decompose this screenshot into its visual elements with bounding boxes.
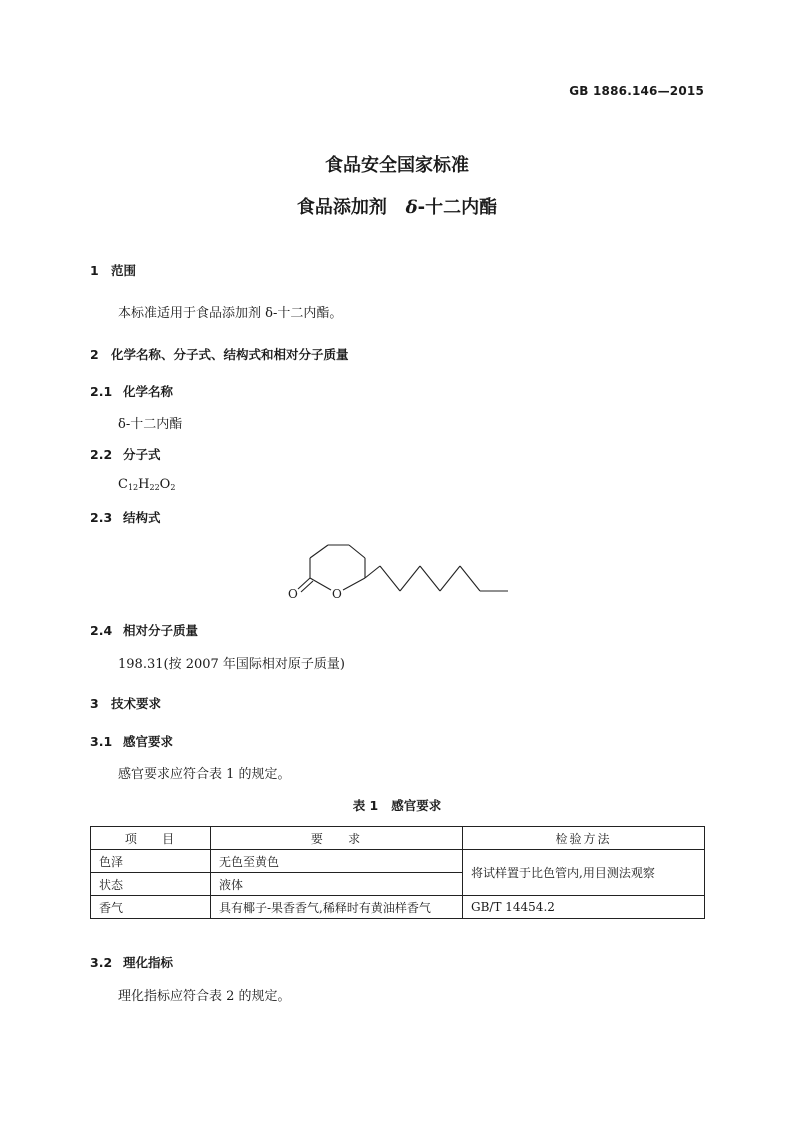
header-method: 检验方法 (463, 827, 705, 850)
molecular-weight: 198.31(按 2007 年国际相对原子质量) (118, 657, 345, 672)
section-2-3-heading (90, 508, 161, 526)
section-title: 分子式 (123, 447, 161, 462)
molecular-formula: $C_{12}H_{22}O_2$ (118, 477, 176, 492)
sensory-requirements-table (90, 826, 705, 919)
cell-requirement: 液体 (211, 873, 463, 896)
structural-formula (280, 536, 520, 606)
cell-requirement: 无色至黄色 (211, 850, 463, 873)
section-number: 2.1 (90, 384, 113, 399)
section-number: 2.3 (90, 510, 113, 525)
section-title: 理化指标 (123, 955, 174, 970)
section-title: 结构式 (123, 510, 161, 525)
ring-oxygen-label: O (332, 587, 342, 601)
section-3-heading (90, 694, 161, 712)
document-subtitle (0, 193, 794, 219)
section-number: 2 (90, 347, 99, 362)
carbonyl-oxygen-label: O (288, 587, 298, 601)
section-3-2-text: 理化指标应符合表 2 的规定。 (118, 989, 291, 1004)
section-number: 2.4 (90, 623, 113, 638)
cell-item: 色泽 (91, 850, 211, 873)
section-title: 范围 (111, 263, 137, 278)
section-number: 3 (90, 696, 99, 711)
section-title: 化学名称、分子式、结构式和相对分子质量 (111, 347, 349, 362)
table-row (91, 850, 705, 873)
section-1-text: 本标准适用于食品添加剂 δ-十二内酯。 (118, 306, 343, 321)
header-item: 项 目 (91, 827, 211, 850)
section-title: 相对分子质量 (123, 623, 199, 638)
table-1-caption: 表 1 感官要求 (352, 798, 442, 813)
section-title: 化学名称 (123, 384, 174, 399)
section-number: 1 (90, 263, 99, 278)
section-number: 3.2 (90, 955, 113, 970)
chemical-name: δ-十二内酯 (118, 417, 183, 432)
section-2-1-heading (90, 382, 173, 400)
header-requirement: 要 求 (211, 827, 463, 850)
section-number: 2.2 (90, 447, 113, 462)
cell-method-merged: 将试样置于比色管内,用目测法观察 (463, 850, 705, 896)
section-3-2-heading (90, 953, 173, 971)
subtitle-prefix: 食品添加剂 (296, 197, 406, 218)
section-2-2-heading (90, 445, 161, 463)
standard-code: GB 1886.146—2015 (569, 84, 704, 98)
section-1-heading (90, 261, 136, 279)
section-3-1-heading (90, 732, 173, 750)
cell-requirement: 具有椰子-果香香气,稀释时有黄油样香气 (211, 896, 463, 919)
section-3-1-text: 感官要求应符合表 1 的规定。 (118, 767, 291, 782)
cell-item: 香气 (91, 896, 211, 919)
table-header-row (91, 827, 705, 850)
section-2-heading (90, 345, 349, 363)
section-title: 感官要求 (123, 734, 174, 749)
section-title: 技术要求 (111, 696, 162, 711)
table-row (91, 896, 705, 919)
section-2-4-heading (90, 621, 198, 639)
cell-item: 状态 (91, 873, 211, 896)
subtitle-suffix: -十二内酯 (417, 197, 498, 218)
cell-method: GB/T 14454.2 (463, 896, 705, 919)
subtitle-delta: δ (405, 197, 418, 218)
document-title: 食品安全国家标准 (325, 155, 469, 176)
section-number: 3.1 (90, 734, 113, 749)
